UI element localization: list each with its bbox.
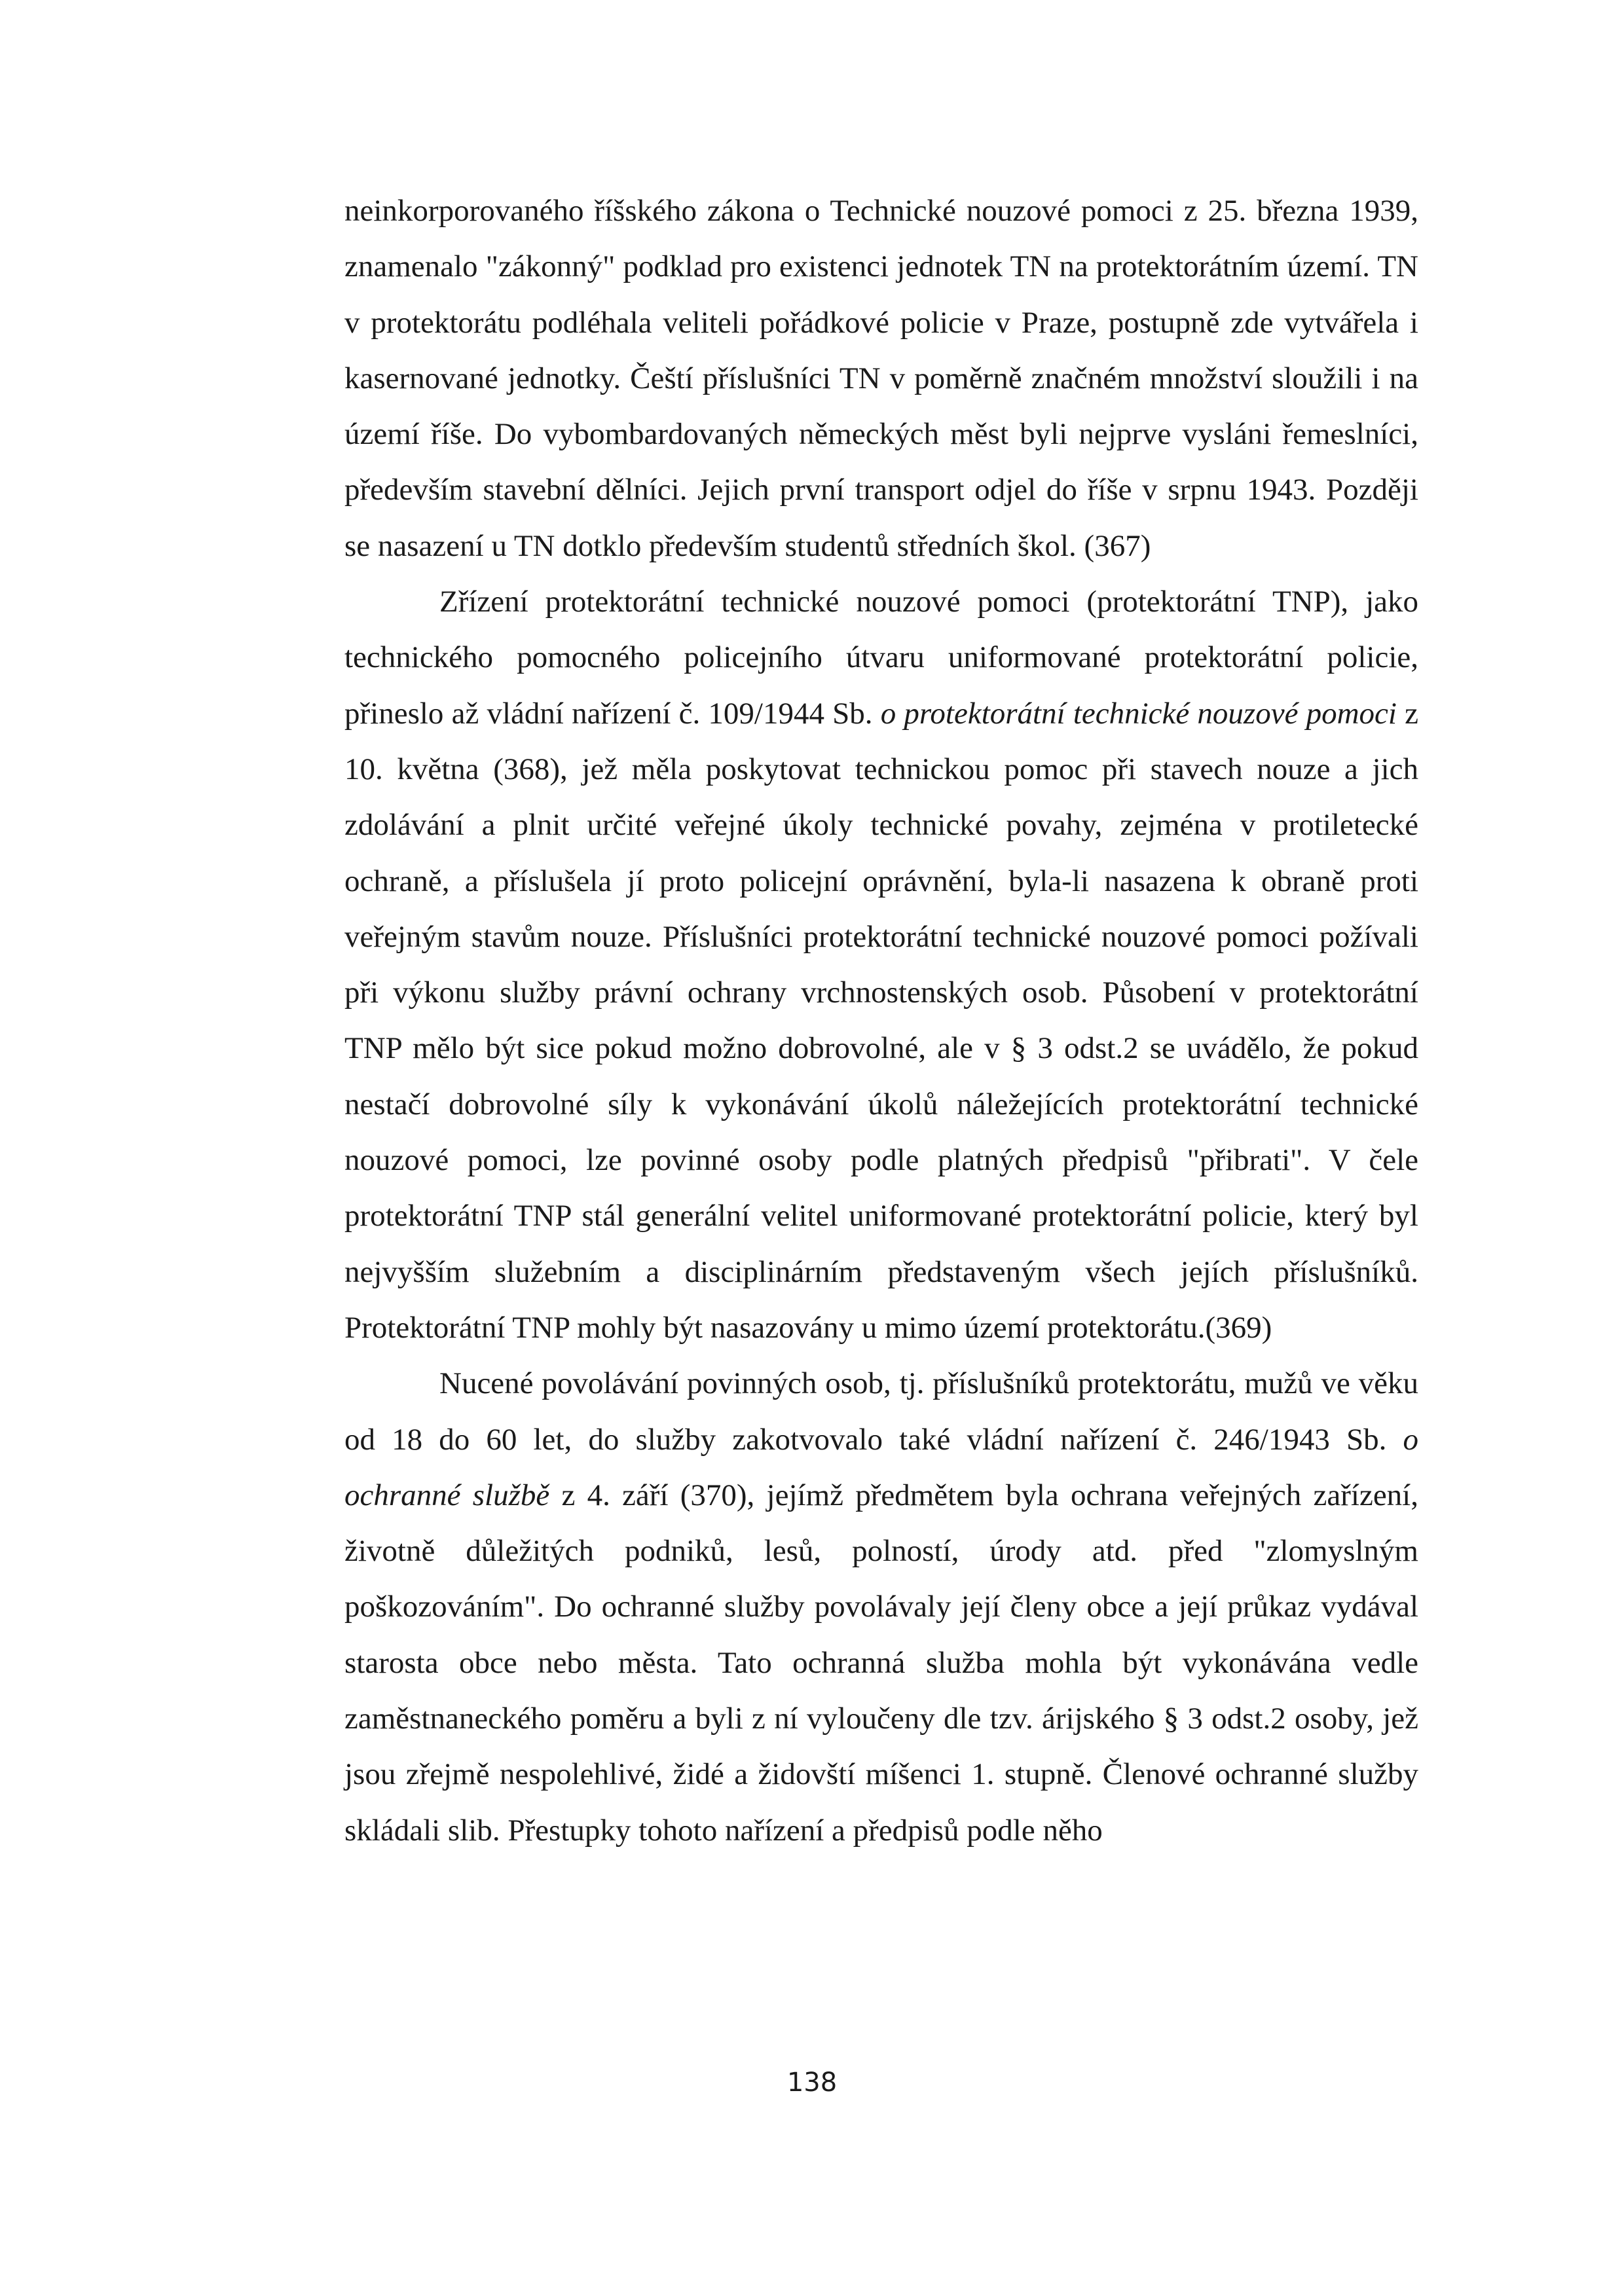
paragraph-1-text: neinkorporovaného říšského zákona o Technické nouzové pomoci z 25. března 1939, znamenalo "zákonný" podklad pro existenci jednotek TN na protektorátním území. TN v protektorátu podléhala veliteli pořádkové policie v Praze, postupně zde vytvářela i kasernované jednotky. Čeští příslušníci TN v poměrně značném množství sloužili i na území říše. Do vybombardovaných německých měst byli nejprve vysláni řemeslníci, především stavební dělníci. Jejich první transport odjel do říše v srpnu 1943. Později se nasazení u TN dotklo především studentů středních škol. (367) — [344, 194, 1418, 563]
paragraph-3-text-start: Nucené povolávání povinných osob, tj. příslušníků protektorátu, mužů ve věku od 18 do 60 let, do služby zakotvovalo také vládní nařízení č. 246/1943 Sb. — [344, 1366, 1418, 1457]
page-number: 138 — [786, 2068, 838, 2098]
paragraph-2-text-end: z 10. května (368), jež měla poskytovat technickou pomoc při stavech nouze a jich zdolávání a plnit určité veřejné úkoly technické povahy, zejména v protiletecké ochraně, a příslušela jí proto policejní oprávnění, byla-li nasazena k obraně proti veřejným stavům nouze. Příslušníci protektorátní technické nouzové pomoci požívali při výkonu služby právní ochrany vrchnostenských osob. Působení v protektorátní TNP mělo být sice pokud možno dobrovolné, ale v § 3 odst.2 se uvádělo, že pokud nestačí dobrovolné síly k vykonávání úkolů náležejících protektorátní technické nouzové pomoci, lze povinné osoby podle platných předpisů "přibrati". V čele protektorátní TNP stál generální velitel uniformované protektorátní policie, který byl nejvyšším služebním a disciplinárním představeným všech jejích příslušníků. Protektorátní TNP mohly být nasazovány u mimo území protektorátu.(369) — [344, 696, 1418, 1345]
paragraph-3-text-end: z 4. září (370), jejímž předmětem byla ochrana veřejných zařízení, životně důležitých podniků, lesů, polností, úrody atd. před "zlomyslným poškozováním". Do ochranné služby povolávaly její členy obce a její průkaz vydával starosta obce nebo města. Tato ochranná služba mohla být vykonávána vedle zaměstnaneckého poměru a byli z ní vyloučeny dle tzv. árijského § 3 odst.2 osoby, jež jsou zřejmě nespolehlivé, židé a židovští míšenci 1. stupně. Členové ochranné služby skládali slib. Přestupky tohoto nařízení a předpisů podle něho — [344, 1478, 1418, 1848]
paragraph-2-text-start: Zřízení protektorátní technické nouzové pomoci (protektorátní TNP), jako technického pomocného policejního útvaru uniformované protektorátní policie, přineslo až vládní nařízení č. 109/1944 Sb. — [344, 585, 1418, 731]
paragraph-3-italic-title: o ochranné službě — [344, 1422, 1418, 1512]
paragraph-3 — [344, 1356, 1418, 1859]
paragraph-2-italic-title: o protektorátní technické nouzové pomoci — [880, 696, 1397, 731]
paragraph-1 — [344, 183, 1418, 574]
body-text — [344, 183, 1418, 1859]
paragraph-2 — [344, 574, 1418, 1356]
